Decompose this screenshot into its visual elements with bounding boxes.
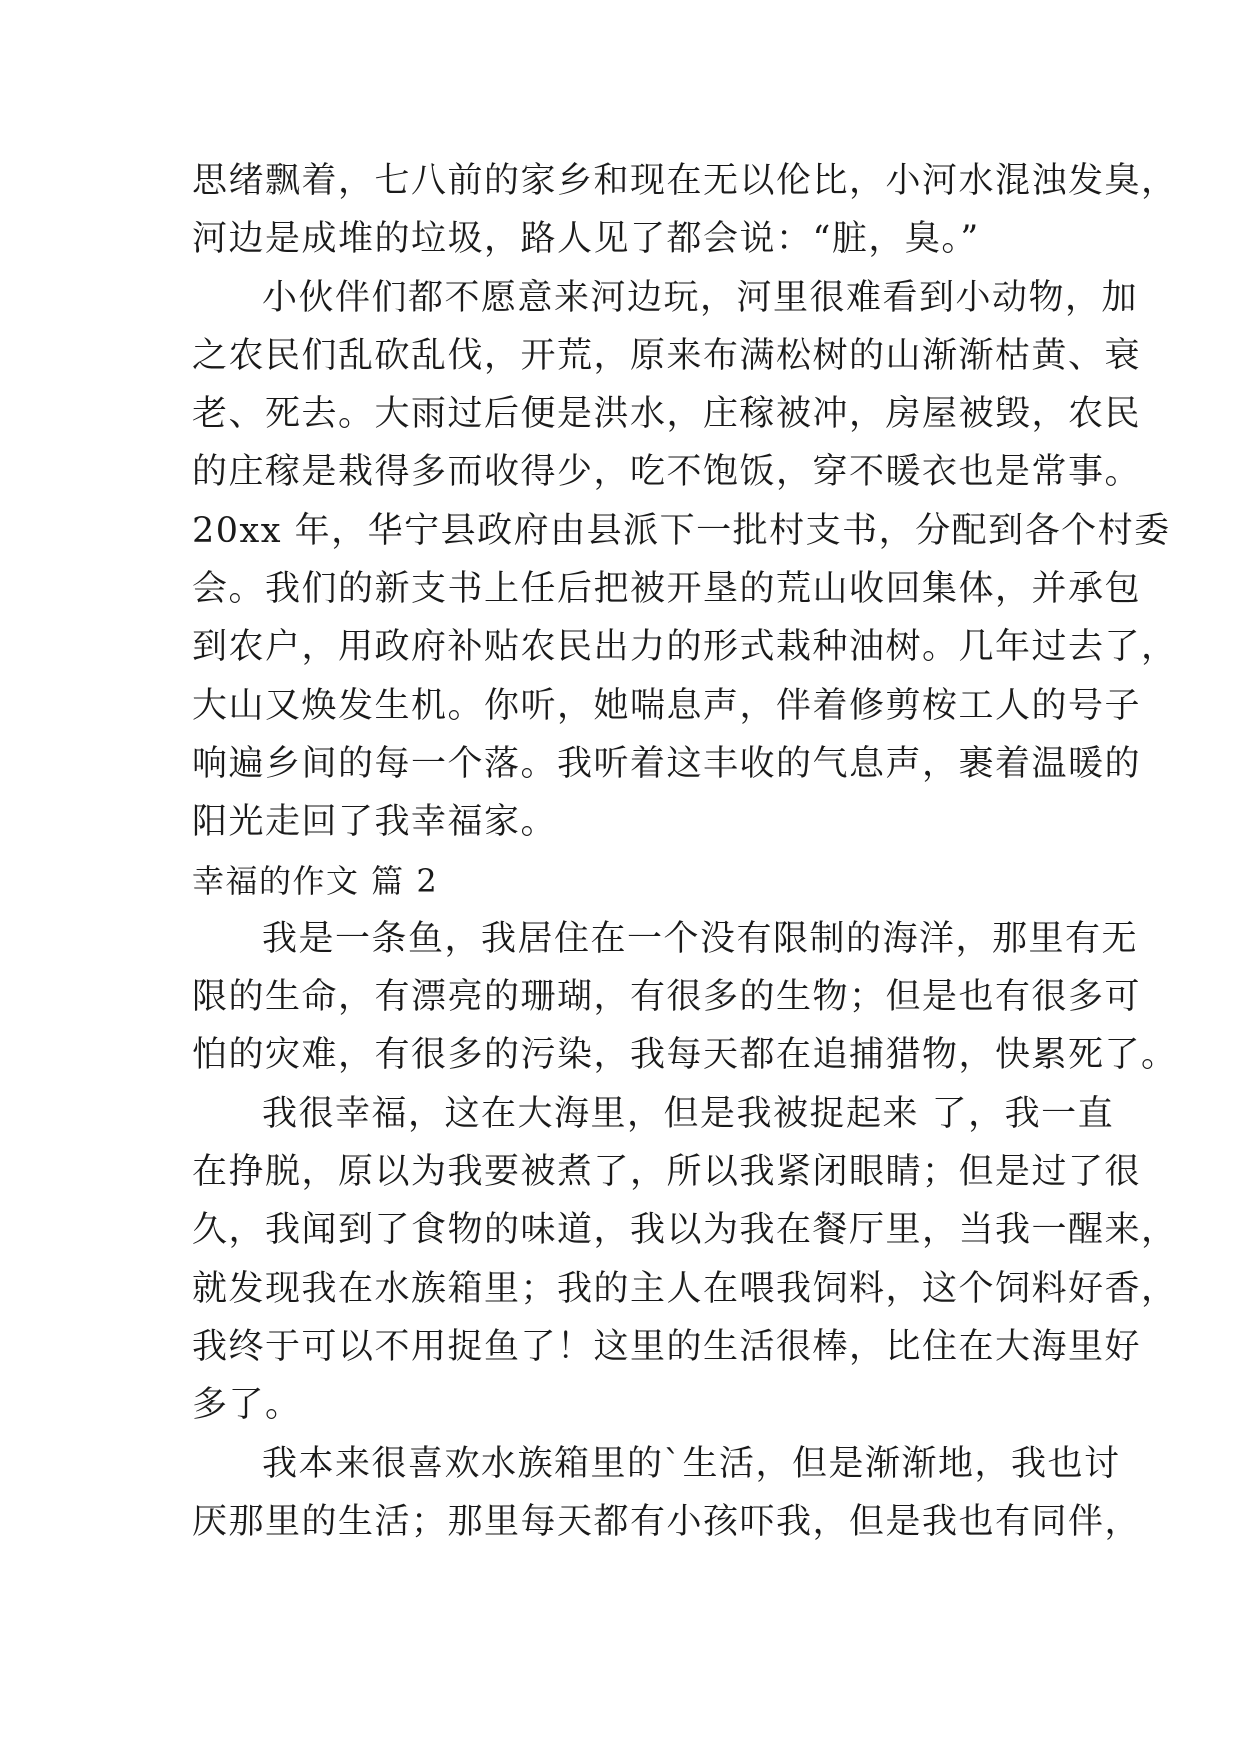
text-line: 我终于可以不用捉鱼了！这里的生活很棒，比住在大海里好 [192,1326,1142,1367]
text-line: 就发现我在水族箱里；我的主人在喂我饲料，这个饲料好香， [192,1268,1178,1309]
document-body [192,152,1178,1551]
text-line: 响遍乡间的每一个落。我听着这丰收的气息声，裹着温暖的 [192,743,1142,784]
text-line: 大山又焕发生机。你听，她喘息声，伴着修剪桉工人的号子 [192,685,1142,726]
text-line: 怕的灾难，有很多的污染，我每天都在追捕猎物，快累死了。 [192,1035,1178,1076]
text-line: 多了。 [192,1385,302,1426]
text-line: 久，我闻到了食物的味道，我以为我在餐厅里，当我一醒来， [192,1210,1178,1251]
paragraph-3 [192,910,1178,1085]
text-line: 我是一条鱼，我居住在一个没有限制的海洋，那里有无 [262,918,1139,959]
text-line: 阳光走回了我幸福家。 [192,802,558,843]
paragraph-4 [192,1085,1178,1435]
text-line: 到农户，用政府补贴农民出力的形式栽种油树。几年过去了， [192,627,1178,668]
paragraph-5 [192,1435,1142,1552]
text-line: 河边是成堆的垃圾，路人见了都会说：“脏，臭。” [192,219,980,260]
paragraph-1 [192,152,1178,269]
text-line: 在挣脱，原以为我要被煮了，所以我紧闭眼睛；但是过了很 [192,1152,1142,1193]
text-line: 限的生命，有漂亮的珊瑚，有很多的生物；但是也有很多可 [192,977,1142,1018]
text-line: 我很幸福，这在大海里，但是我被捉起来 了，我一直 [262,1093,1115,1134]
text-line: 20xx 年，华宁县政府由县派下一批村支书，分配到各个村委 [192,510,1171,551]
text-line: 思绪飘着，七八前的家乡和现在无以伦比，小河水混浊发臭， [192,161,1178,201]
text-line: 之农民们乱砍乱伐，开荒，原来布满松树的山渐渐枯黄、衰 [192,335,1142,376]
paragraph-2 [192,269,1178,852]
text-line: 小伙伴们都不愿意来河边玩，河里很难看到小动物，加 [262,277,1139,318]
text-line: 会。我们的新支书上任后把被开垦的荒山收回集体，并承包 [192,569,1142,610]
section-heading: 幸福的作文 篇 2 [192,861,439,900]
text-line: 的庄稼是栽得多而收得少，吃不饱饭，穿不暖衣也是常事。 [192,452,1142,493]
text-line: 我本来很喜欢水族箱里的`生活，但是渐渐地，我也讨 [262,1443,1121,1484]
text-line: 老、死去。大雨过后便是洪水，庄稼被冲，房屋被毁，农民 [192,394,1142,435]
text-line: 厌那里的生活；那里每天都有小孩吓我，但是我也有同伴， [192,1501,1142,1542]
